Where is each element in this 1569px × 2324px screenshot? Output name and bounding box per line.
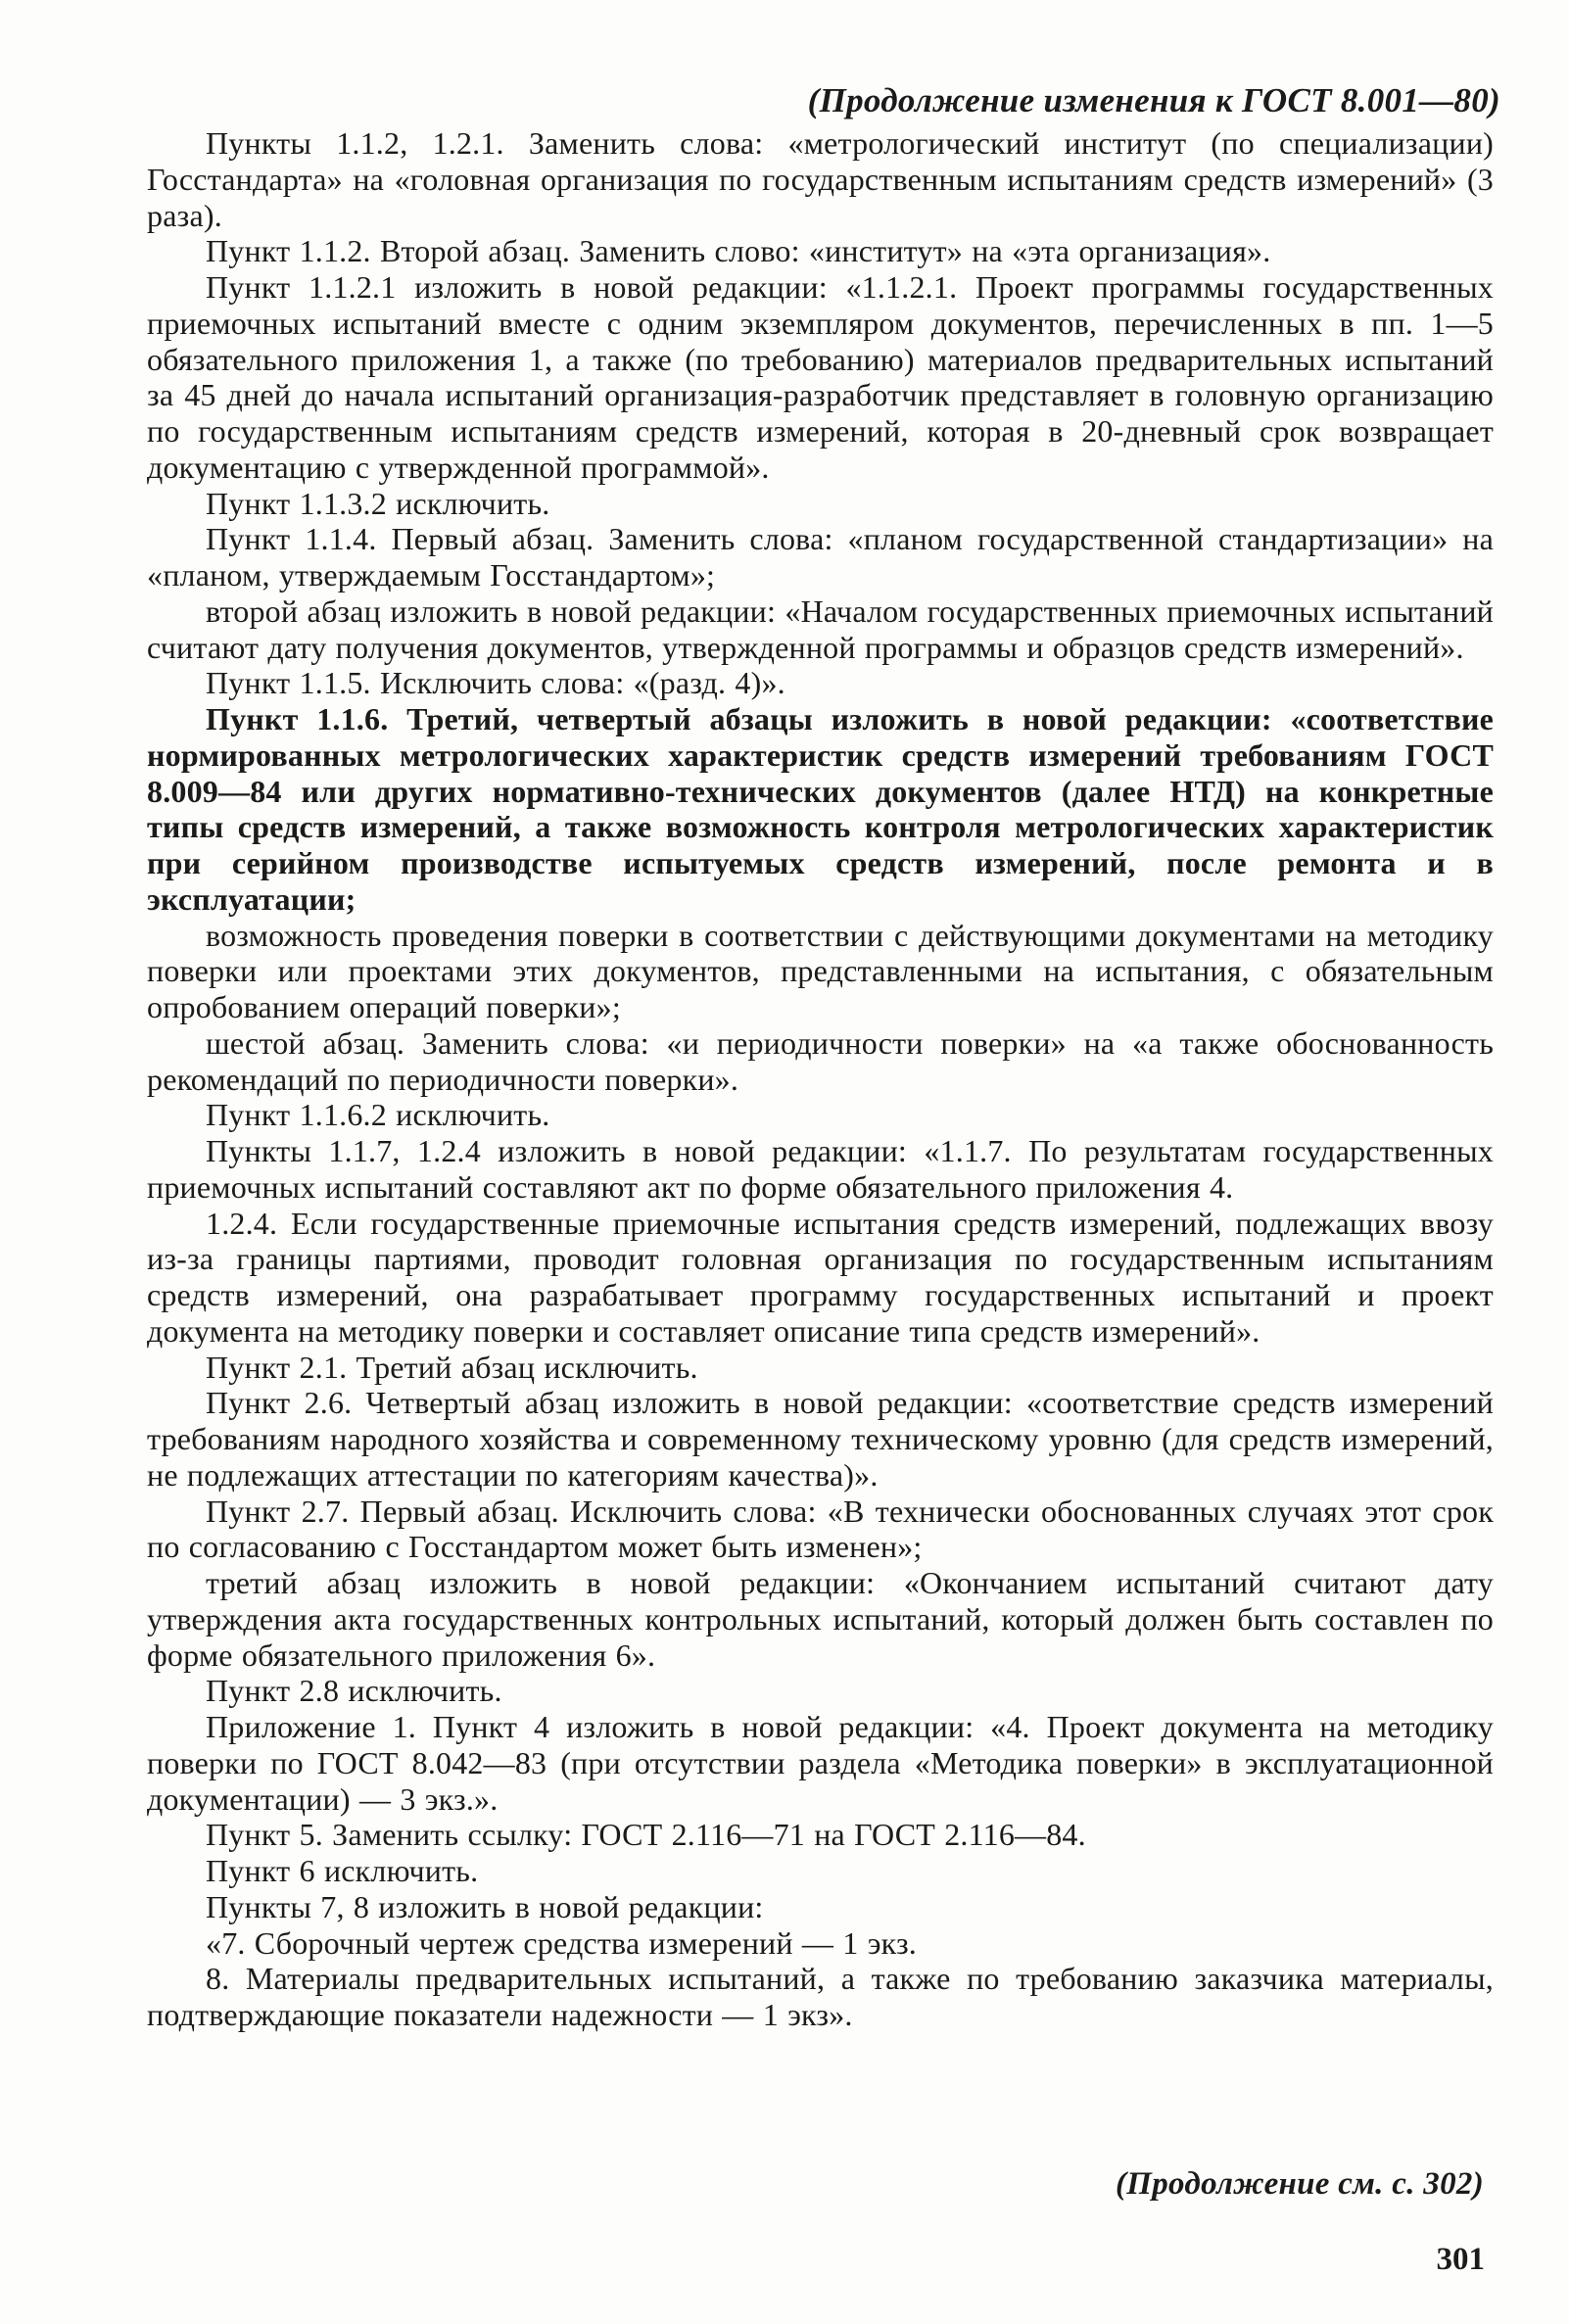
paragraph: возможность проведения поверки в соответствии с действующими документами на методику поверки или проектами этих документов, представленными на испытания, с обязательным опробованием операций поверки»; xyxy=(147,917,1494,1024)
paragraph: Пункт 1.1.3.2 исключить. xyxy=(206,485,550,521)
paragraph: шестой абзац. Заменить слова: «и периодичности поверки» на «а также обоснованность рекомендаций по периодичности поверки». xyxy=(147,1024,1494,1097)
page-number: 301 xyxy=(1436,2242,1485,2277)
paragraph: Пункт 1.1.4. Первый абзац. Заменить слова: «планом государственной стандартизации» на «планом, утверждаемым Госстандартом»; xyxy=(147,521,1494,593)
paragraph: Пункт 1.1.5. Исключить слова: «(разд. 4)». xyxy=(206,665,785,701)
paragraph: Пункты 1.1.2, 1.2.1. Заменить слова: «метрологический институт (по специализации) Госстандарта» на «головная организация по государственным испытаниям средств измерений» (3 раза). xyxy=(147,125,1494,233)
paragraph: Пункт 2.7. Первый абзац. Исключить слова: «В технически обоснованных случаях этот срок по согласованию с Госстандартом может быть изменен»; xyxy=(147,1493,1494,1565)
paragraph: Пункт 1.1.2. Второй абзац. Заменить слово: «институт» на «эта организация». xyxy=(206,233,1271,269)
paragraph: Пункты 7, 8 изложить в новой редакции: xyxy=(206,1888,764,1924)
paragraph: 8. Материалы предварительных испытаний, а также по требованию заказчика материалы, подтверждающие показатели надежности — 1 экз». xyxy=(147,1961,1494,2032)
paragraph: Пункт 1.1.2.1 изложить в новой редакции: «1.1.2.1. Проект программы государственных приемочных испытаний вместе с одним экземпляром документов, перечисленных в пп. 1—5 обязательного приложения 1, а также (по требованию) материалов предварительных испытаний за 45 дней до начала испытаний организация-разработчик представляет в головную организацию по государственным испытаниям средств измерений, которая в 20-дневный срок возвращает документацию с утвержденной программой». xyxy=(147,269,1494,485)
page-footer-continuation: (Продолжение см. с. 302) xyxy=(1115,2166,1484,2202)
paragraph: Пункт 1.1.6.2 исключить. xyxy=(206,1097,550,1133)
paragraph: 1.2.4. Если государственные приемочные испытания средств измерений, подлежащих ввозу из-за границы партиями, проводит головная организация по государственным испытаниям средств измерений, она разрабатывает программу государственных испытаний и проект документа на методику поверки и составляет описание типа средств измерений». xyxy=(147,1205,1494,1349)
body-text xyxy=(147,125,1494,2033)
paragraph: Пункты 1.1.7, 1.2.4 изложить в новой редакции: «1.1.7. По результатам государственных приемочных испытаний составляют акт по форме обязательного приложения 4. xyxy=(147,1133,1494,1205)
paragraph: Пункт 2.1. Третий абзац исключить. xyxy=(206,1349,698,1385)
paragraph: Приложение 1. Пункт 4 изложить в новой редакции: «4. Проект документа на методику поверки по ГОСТ 8.042—83 (при отсутствии раздела «Методика поверки» в эксплуатационной документации) — 3 экз.». xyxy=(147,1709,1494,1817)
paragraph: второй абзац изложить в новой редакции: «Началом государственных приемочных испытаний считают дату получения документов, утвержденной программы и образцов средств измерений». xyxy=(147,593,1494,665)
paragraph: Пункт 6 исключить. xyxy=(206,1853,479,1888)
page-header-continuation: (Продолжение изменения к ГОСТ 8.001—80) xyxy=(807,81,1500,119)
paragraph: третий абзац изложить в новой редакции: «Окончанием испытаний считают дату утверждения акта государственных контрольных испытаний, который должен быть составлен по форме обязательного приложения 6». xyxy=(147,1565,1494,1673)
paragraph: Пункт 2.6. Четвертый абзац изложить в новой редакции: «соответствие средств измерений требованиям народного хозяйства и современному техническому уровню (для средств измерений, не подлежащих аттестации по категориям качества)». xyxy=(147,1385,1494,1493)
paragraph: Пункт 2.8 исключить. xyxy=(206,1673,502,1709)
paragraph: «7. Сборочный чертеж средства измерений — 1 экз. xyxy=(206,1924,917,1961)
paragraph: Пункт 1.1.6. Третий, четвертый абзацы изложить в новой редакции: «соответствие нормированных метрологических характеристик средств измерений требованиям ГОСТ 8.009—84 или других нормативно-технических документов (далее НТД) на конкретные типы средств измерений, а также возможность контроля метрологических характеристик при серийном производстве испытуемых средств измерений, после ремонта и в эксплуатации; xyxy=(147,701,1494,917)
paragraph: Пункт 5. Заменить ссылку: ГОСТ 2.116—71 на ГОСТ 2.116—84. xyxy=(206,1817,1086,1853)
